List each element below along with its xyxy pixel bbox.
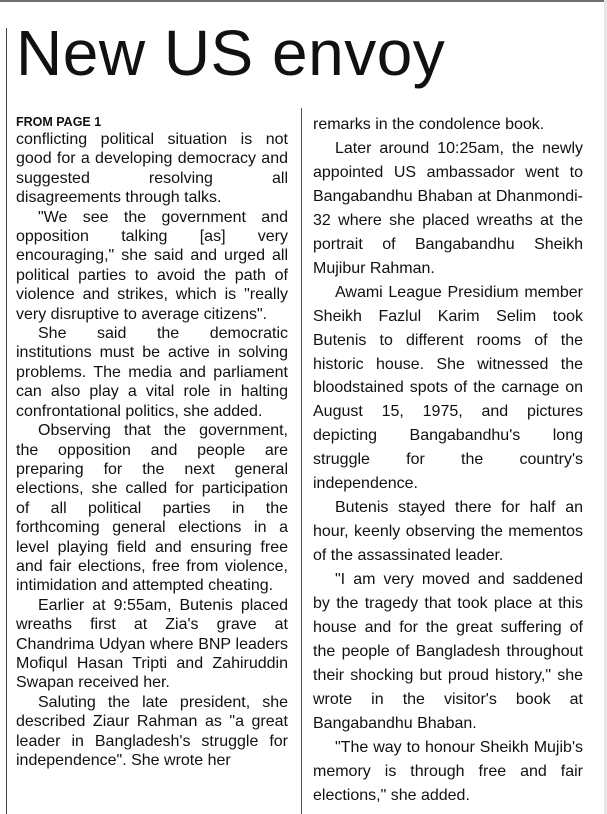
left-paragraph-2: "We see the government and opposition talking [as] very encouraging," she said and urged all political parties to avoid the path of violence and strikes, which is "really very disruptive to average citizens". — [16, 208, 288, 323]
right-paragraph-2: Later around 10:25am, the newly appointed US ambassador went to Bangabandhu Bhaban at Dhanmondi-32 where she placed wreaths at the portrait of Bangabandhu Sheikh Mujibur Rahman. — [313, 139, 583, 277]
right-paragraph-5: "I am very moved and saddened by the tragedy that took place at this house and for the great suffering of the people of Bangladesh throughout their shocking but proud history," she wrote in the visitor's book at Bangabandhu Bhaban. — [313, 571, 583, 732]
left-paragraph-5: Earlier at 9:55am, Butenis placed wreaths first at Zia's grave at Chandrima Udyan where BNP leaders Mofiqul Hasan Tripti and Zahiruddin Swapan received her. — [16, 596, 288, 692]
left-border-rule — [6, 28, 7, 814]
right-paragraph-4: Butenis stayed there for half an hour, keenly observing the mementos of the assassinated leader. — [313, 499, 583, 565]
right-paragraph-6: "The way to honour Sheikh Mujib's memory is through free and fair elections," she added. — [313, 738, 583, 804]
left-paragraph-1: conflicting political situation is not good for a developing democracy and suggested resolving all disagreements through talks. — [16, 131, 288, 207]
left-paragraph-6: Saluting the late president, she described Ziaur Rahman as "a great leader in Bangladesh's struggle for independence". She wrote her — [16, 693, 288, 769]
top-border-rule — [0, 0, 607, 2]
right-column — [313, 113, 583, 808]
left-paragraph-3: She said the democratic institutions must be active in solving problems. The media and parliament can also play a vital role in halting confrontational politics, she added. — [16, 325, 288, 420]
headline: New US envoy — [16, 17, 446, 89]
right-paragraph-1: remarks in the condolence book. — [313, 116, 545, 133]
column-divider — [301, 108, 302, 814]
left-column — [16, 115, 288, 770]
jump-label: FROM PAGE 1 — [16, 115, 102, 129]
right-paragraph-3: Awami League Presidium member Sheikh Fazlul Karim Selim took Butenis to different rooms of the historic house. She witnessed the bloodstained spots of the carnage on August 15, 1975, and pictures depicting Bangabandhu's long struggle for the country's independence. — [313, 283, 583, 493]
left-paragraph-4: Observing that the government, the opposition and people are preparing for the next general elections, she called for participation of all political parties in the forthcoming general elections in a level playing field and ensuring free and fair elections, free from violence, intimidation and attempted cheating. — [16, 422, 288, 595]
